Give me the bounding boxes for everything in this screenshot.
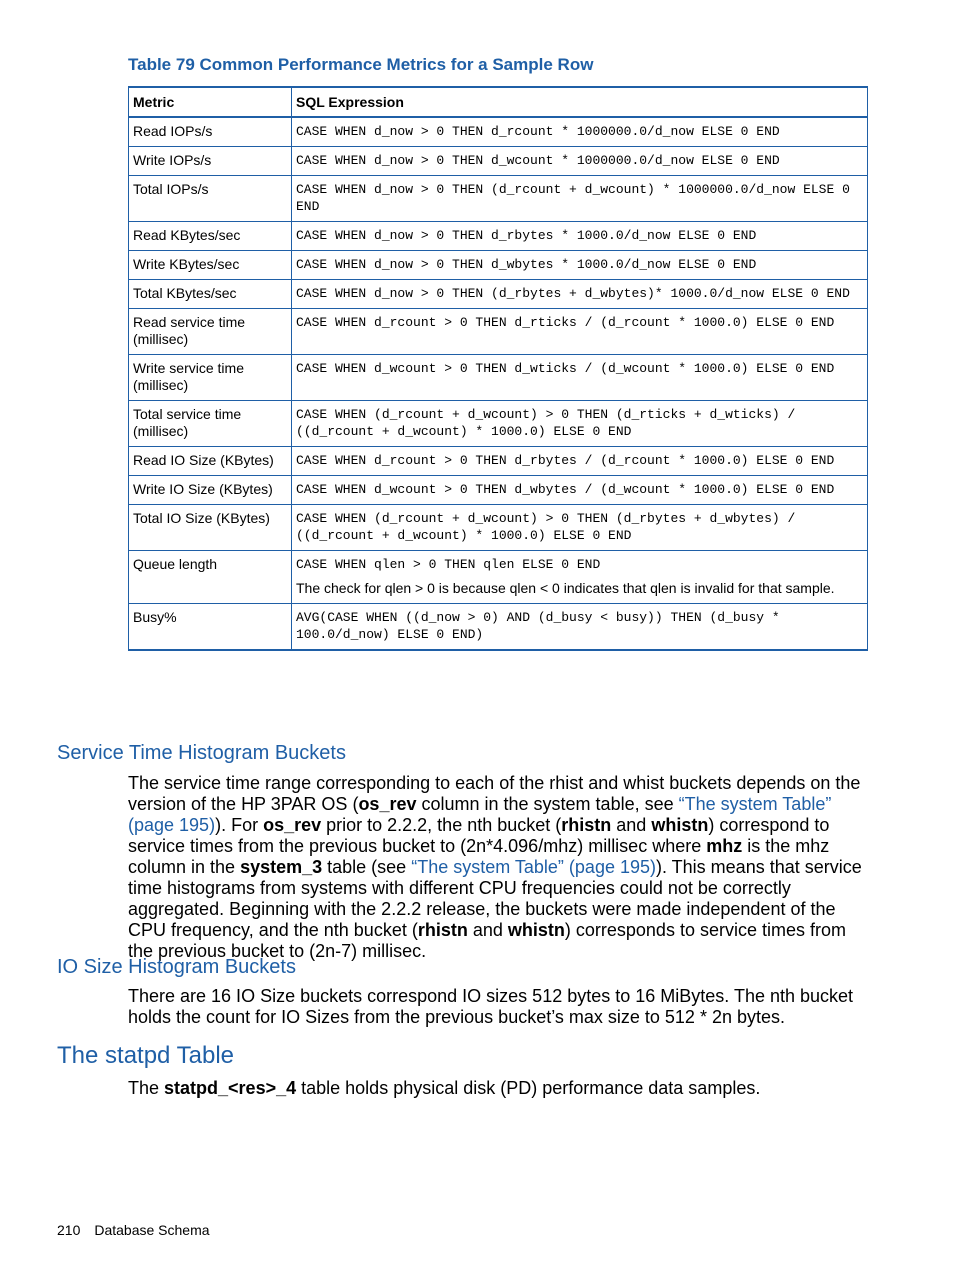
paragraph-statpd: The statpd_<res>_4 table holds physical disk (PD) performance data samples. — [128, 1078, 761, 1098]
table-row — [129, 222, 868, 251]
sql-cell — [292, 176, 868, 222]
table-row — [129, 401, 868, 447]
metric-cell: Read service time (millisec) — [129, 309, 292, 355]
sql-cell — [292, 147, 868, 176]
metric-cell: Read IOPs/s — [129, 117, 292, 147]
table-caption: Table 79 Common Performance Metrics for a Sample Row — [128, 55, 594, 74]
metrics-table — [128, 86, 868, 651]
metric-cell: Read KBytes/sec — [129, 222, 292, 251]
sql-cell — [292, 447, 868, 476]
table-row — [129, 176, 868, 222]
sql-expression: CASE WHEN qlen > 0 THEN qlen ELSE 0 END — [296, 557, 601, 572]
table-row — [129, 355, 868, 401]
sql-expression: CASE WHEN (d_rcount + d_wcount) > 0 THEN (d_rticks + d_wticks) / ((d_rcount + d_wcount) * 1000.0) ELSE 0 END — [296, 407, 796, 439]
metric-cell: Total service time (millisec) — [129, 401, 292, 447]
metric-cell: Write KBytes/sec — [129, 251, 292, 280]
metric-cell: Write service time (millisec) — [129, 355, 292, 401]
sql-expression: CASE WHEN d_now > 0 THEN d_wbytes * 1000.0/d_now ELSE 0 END — [296, 257, 757, 272]
sql-cell — [292, 551, 868, 604]
table-row — [129, 117, 868, 147]
table-row — [129, 505, 868, 551]
link-system-table[interactable]: “The system Table” (page 195) — [128, 794, 832, 835]
sql-cell — [292, 280, 868, 309]
table-row — [129, 604, 868, 651]
sql-expression: CASE WHEN (d_rcount + d_wcount) > 0 THEN (d_rbytes + d_wbytes) / ((d_rcount + d_wcount) * 1000.0) ELSE 0 END — [296, 511, 796, 543]
footer-section: Database Schema — [94, 1222, 210, 1238]
heading-statpd-table: The statpd Table — [57, 1042, 235, 1069]
table-row — [129, 147, 868, 176]
sql-note: The check for qlen > 0 is because qlen < 0 indicates that qlen is invalid for that sample. — [296, 580, 835, 596]
metric-cell: Total KBytes/sec — [129, 280, 292, 309]
sql-cell — [292, 251, 868, 280]
heading-io-size: IO Size Histogram Buckets — [57, 956, 296, 978]
sql-expression: CASE WHEN d_now > 0 THEN (d_rcount + d_wcount) * 1000000.0/d_now ELSE 0 END — [296, 182, 850, 214]
sql-expression: CASE WHEN d_now > 0 THEN (d_rbytes + d_wbytes)* 1000.0/d_now ELSE 0 END — [296, 286, 850, 301]
heading-service-time: Service Time Histogram Buckets — [57, 742, 346, 764]
metric-cell: Total IOPs/s — [129, 176, 292, 222]
sql-cell — [292, 355, 868, 401]
table-row — [129, 309, 868, 355]
sql-expression: CASE WHEN d_wcount > 0 THEN d_wticks / (d_wcount * 1000.0) ELSE 0 END — [296, 361, 835, 376]
sql-cell — [292, 309, 868, 355]
page-number: 210 — [57, 1222, 81, 1238]
metric-cell: Write IO Size (KBytes) — [129, 476, 292, 505]
page-footer — [57, 1222, 224, 1238]
metric-cell: Busy% — [129, 604, 292, 651]
table-header-row — [129, 87, 868, 117]
link-system-table-2[interactable]: “The system Table” (page 195) — [411, 857, 656, 877]
sql-expression: CASE WHEN d_now > 0 THEN d_wcount * 1000000.0/d_now ELSE 0 END — [296, 153, 780, 168]
sql-expression: CASE WHEN d_wcount > 0 THEN d_wbytes / (d_wcount * 1000.0) ELSE 0 END — [296, 482, 835, 497]
metric-cell: Queue length — [129, 551, 292, 604]
table-row — [129, 476, 868, 505]
sql-cell — [292, 117, 868, 147]
sql-expression: AVG(CASE WHEN ((d_now > 0) AND (d_busy < busy)) THEN (d_busy * 100.0/d_now) ELSE 0 END) — [296, 610, 780, 642]
table-row — [129, 447, 868, 476]
sql-expression: CASE WHEN d_rcount > 0 THEN d_rticks / (d_rcount * 1000.0) ELSE 0 END — [296, 315, 835, 330]
metric-cell: Read IO Size (KBytes) — [129, 447, 292, 476]
sql-expression: CASE WHEN d_now > 0 THEN d_rcount * 1000000.0/d_now ELSE 0 END — [296, 124, 780, 139]
sql-cell — [292, 604, 868, 651]
sql-expression: CASE WHEN d_now > 0 THEN d_rbytes * 1000.0/d_now ELSE 0 END — [296, 228, 757, 243]
sql-expression: CASE WHEN d_rcount > 0 THEN d_rbytes / (d_rcount * 1000.0) ELSE 0 END — [296, 453, 835, 468]
table-row — [129, 551, 868, 604]
column-header-metric: Metric — [129, 87, 292, 117]
sql-cell — [292, 476, 868, 505]
metric-cell: Write IOPs/s — [129, 147, 292, 176]
table-row — [129, 251, 868, 280]
paragraph-service-time: The service time range corresponding to each of the rhist and whist buckets depends on the version of the HP 3PAR OS (os_rev column in the system table, see “The system Table” (page 195)). For os_rev prior to 2.2.2, the nth bucket (rhistn and whistn) correspond to service times from the previous bucket to (2n*4.096/mhz) millisec where mhz is the mhz column in the system_3 table (see “The system Table” (page 195)). This means that service time histograms from systems with different CPU frequencies could not be correctly aggregated. Beginning with the 2.2.2 release, the buckets were made independent of the CPU frequency, and the nth bucket (rhistn and whistn) corresponds to service times from the previous bucket to (2n-7) millisec. — [128, 773, 862, 961]
sql-cell — [292, 505, 868, 551]
metric-cell: Total IO Size (KBytes) — [129, 505, 292, 551]
table-row — [129, 280, 868, 309]
column-header-sql: SQL Expression — [292, 87, 868, 117]
sql-cell — [292, 401, 868, 447]
paragraph-io-size: There are 16 IO Size buckets correspond IO sizes 512 bytes to 16 MiBytes. The nth bucket holds the count for IO Sizes from the previous bucket’s max size to 512 * 2n bytes. — [128, 986, 854, 1027]
sql-cell — [292, 222, 868, 251]
